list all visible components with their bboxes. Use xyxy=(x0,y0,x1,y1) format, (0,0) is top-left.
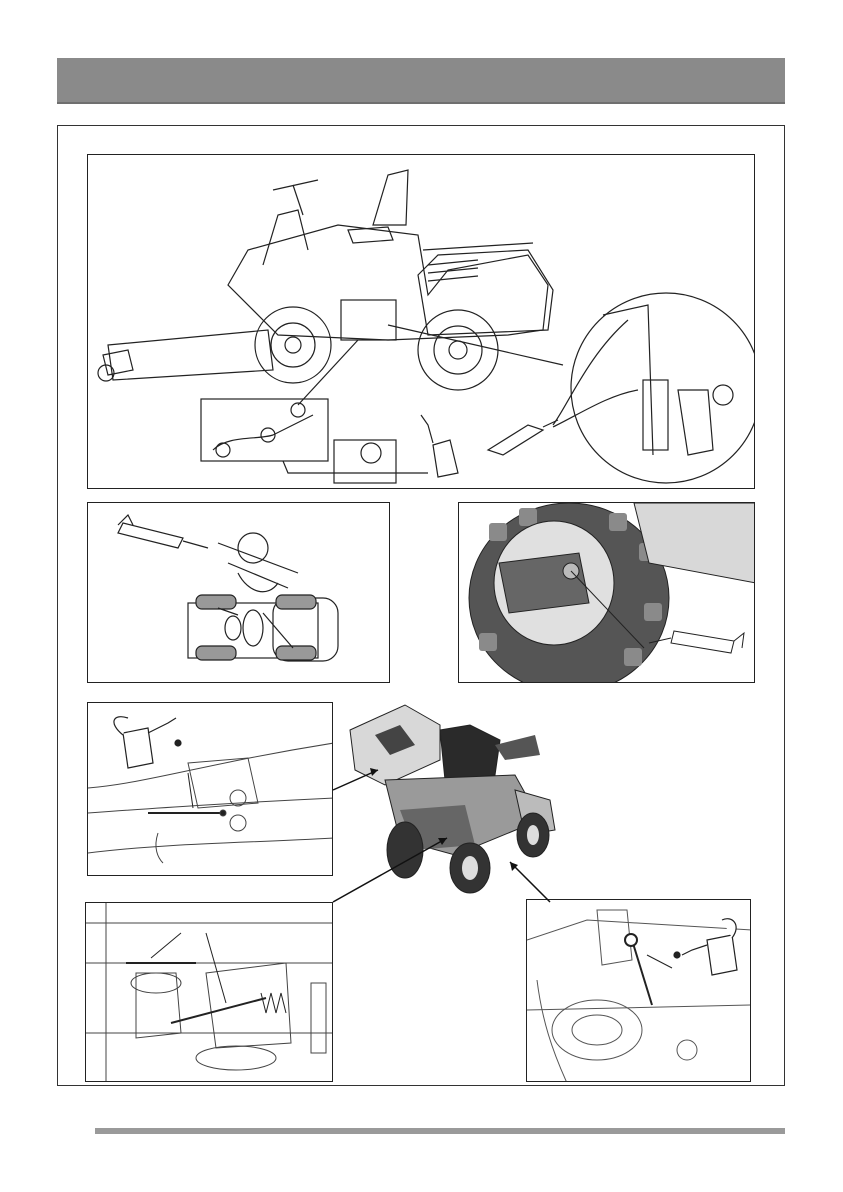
panel-axle-grease-points xyxy=(87,502,390,683)
panel-rear-linkage-oil xyxy=(526,899,751,1082)
panel-cable-linkage xyxy=(85,902,333,1082)
panel-mower-side-overview xyxy=(87,154,755,489)
panel-oil-cable-underside xyxy=(87,702,333,876)
mower-3d-illustration xyxy=(345,700,570,895)
cable-linkage-illustration xyxy=(86,903,333,1082)
spring-illustration xyxy=(261,993,286,1013)
wheel-hub-illustration xyxy=(459,503,755,683)
footer-rule xyxy=(95,1128,785,1134)
grease-gun-icon xyxy=(118,523,183,548)
linkage-rod-illustration xyxy=(625,934,652,1005)
panel-mower-3d-view xyxy=(345,700,570,895)
panel-front-wheel-hub xyxy=(458,502,755,683)
oil-can-icon xyxy=(114,717,181,768)
mower-side-view-illustration xyxy=(88,155,755,489)
header-bar xyxy=(57,58,785,102)
